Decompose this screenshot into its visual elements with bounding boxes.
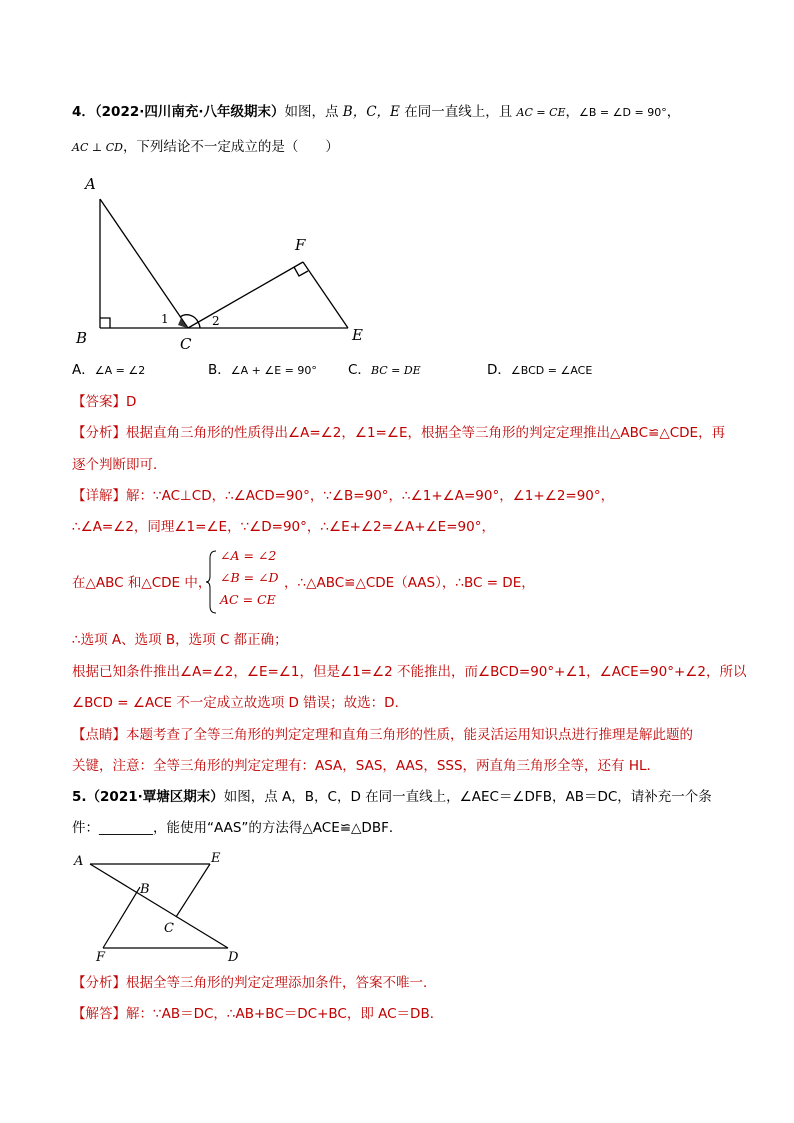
label-D: D (228, 950, 239, 965)
analysis-text: 根据全等三角形的判定定理添加条件，答案不唯一． (126, 975, 437, 991)
solution-tag: 【解答】 (72, 1006, 126, 1022)
label-E: E (352, 326, 363, 344)
q4-stem-line1 (72, 102, 680, 123)
option-text: ∠BCD = ∠ACE (510, 364, 593, 377)
q5-stem-line1 (72, 787, 712, 807)
q4-point-line2: 关键，注意：全等三角形的判定定理有：ASA，SAS，AAS，SSS，两直角三角形全等，还有 HL． (72, 758, 661, 774)
right-angle-F (294, 267, 308, 276)
label-C: C (164, 921, 174, 936)
q4-points: B，C，E (342, 104, 400, 120)
right-angle-B (100, 318, 110, 328)
q4-condition-1: AC = CE (516, 106, 566, 119)
label-E: E (211, 851, 221, 866)
label-angle-2: 2 (212, 314, 220, 328)
q5-analysis (72, 973, 437, 993)
solution-text: 解：∵AB＝DC，∴AB+BC＝DC+BC，即 AC＝DB． (126, 1006, 444, 1022)
q4-detail-line3-pre: 在△ABC 和△CDE 中， (72, 575, 212, 591)
q4-tail: ， (666, 104, 681, 120)
q4-option-c[interactable] (348, 360, 421, 381)
q4-stem-text: 如图，点 (284, 104, 343, 120)
point-text: 本题考查了全等三角形的判定定理和直角三角形的性质，能灵活运用知识点进行推理是解此题的 (126, 727, 693, 743)
option-key: D． (487, 362, 511, 378)
q4-question-text: ，下列结论不一定成立的是（ ） (122, 139, 339, 155)
label-A: A (74, 854, 84, 869)
segment-AC (100, 199, 188, 328)
angle-2-arc (198, 322, 200, 328)
brace-row-1: ∠A = ∠2 (220, 548, 277, 563)
analysis-tag: 【分析】 (72, 425, 126, 441)
brace-row-3: AC = CE (220, 592, 276, 607)
q4-detail-line6: ∠BCD = ∠ACE 不一定成立故选项 D 错误；故选：D． (72, 695, 409, 711)
segment-FE (303, 262, 348, 328)
q4-option-d[interactable] (487, 360, 592, 381)
q4-stem-line2 (72, 137, 339, 158)
q5-stem-line2: 件：________，能使用“AAS”的方法得△ACE≌△DBF． (72, 820, 403, 836)
q5-figure (70, 846, 250, 966)
q4-option-b[interactable] (208, 360, 317, 381)
q4-stem-text-2: 在同一直线上，且 (399, 104, 517, 120)
q4-detail-line2: ∴∠A=∠2，同理∠1=∠E，∵∠D=90°，∴∠E+∠2=∠A+∠E=90°， (72, 519, 495, 535)
label-B: B (76, 329, 88, 347)
label-B: B (140, 882, 150, 897)
label-angle-1: 1 (161, 312, 169, 326)
segment-EC (176, 864, 210, 917)
segment-CF (188, 262, 303, 328)
analysis-tag: 【分析】 (72, 975, 126, 991)
q4-sep: ， (565, 104, 580, 120)
q5-number: 5. (72, 789, 87, 805)
q4-answer (72, 392, 136, 412)
answer-tag: 【答案】 (72, 394, 126, 410)
option-key: A． (72, 362, 95, 378)
q4-detail-line4: ∴选项 A、选项 B，选项 C 都正确； (72, 632, 288, 648)
option-key: C． (348, 362, 371, 378)
q4-analysis-line2: 逐个判断即可． (72, 457, 167, 473)
q4-detail-line1 (72, 486, 614, 506)
q5-stem-text: 如图，点 A，B，C，D 在同一直线上，∠AEC＝∠DFB，AB＝DC，请补充一个条 (223, 789, 712, 805)
q4-source: （2022·四川南充·八年级期末） (94, 104, 285, 120)
analysis-text: 根据直角三角形的性质得出∠A=∠2，∠1=∠E，根据全等三角形的判定定理推出△ABC≌△CDE，再 (126, 425, 726, 441)
brace-row-2: ∠B = ∠D (220, 570, 279, 585)
answer-value: D (126, 394, 137, 410)
label-C: C (180, 335, 192, 353)
label-A: A (85, 175, 96, 193)
brace-icon (206, 550, 218, 614)
option-text: ∠A + ∠E = 90° (230, 364, 317, 377)
q4-option-a[interactable] (72, 360, 145, 381)
q4-detail-line5: 根据已知条件推出∠A=∠2，∠E=∠1，但是∠1=∠2 不能推出，而∠BCD=90°+∠1，∠ACE=90°+∠2，所以 (72, 664, 747, 680)
q4-condition-2: ∠B = ∠D = 90° (579, 106, 667, 119)
option-text: BC = DE (370, 364, 421, 377)
option-key: B． (208, 362, 231, 378)
q4-perp-condition: AC ⊥ CD (72, 141, 123, 154)
label-F: F (96, 950, 106, 965)
point-tag: 【点睛】 (72, 727, 126, 743)
q5-source: （2021·覃塘区期末） (86, 789, 224, 805)
detail-text: 解：∵AC⊥CD，∴∠ACD=90°，∵∠B=90°，∴∠1+∠A=90°，∠1+∠2=90°， (126, 488, 615, 504)
q4-figure (70, 168, 380, 358)
q5-solution (72, 1004, 443, 1024)
detail-tag: 【详解】 (72, 488, 126, 504)
option-text: ∠A = ∠2 (94, 364, 146, 377)
q4-detail-line3-post: ，∴△ABC≌△CDE（AAS），∴BC = DE， (284, 575, 535, 591)
q4-point-line1 (72, 725, 693, 745)
label-F: F (295, 236, 306, 254)
q4-number: 4． (72, 104, 95, 120)
q4-analysis-line1 (72, 423, 725, 443)
segment-FB (103, 887, 140, 948)
